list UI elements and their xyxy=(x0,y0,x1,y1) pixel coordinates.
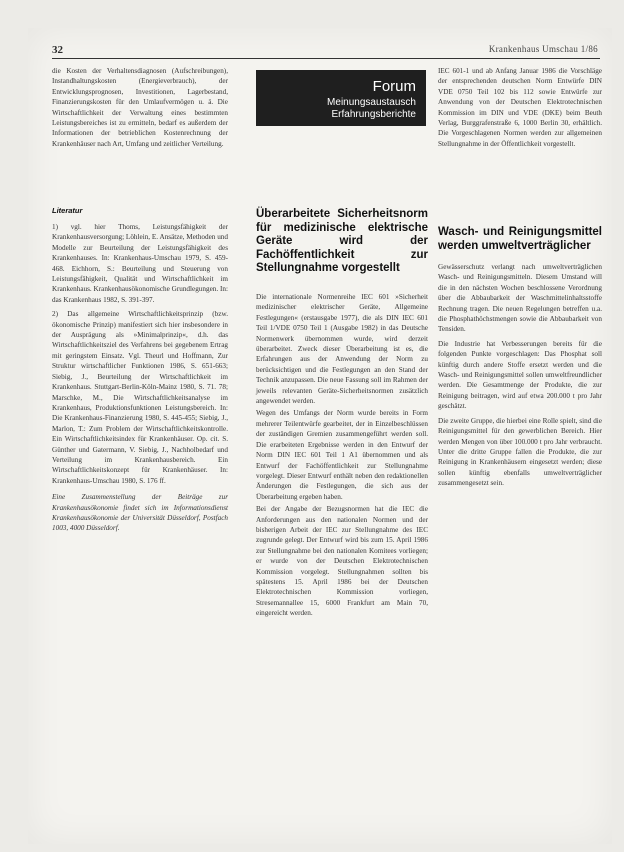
literature-note: Eine Zusammenstellung der Beiträge zur Krankenhausökonomie findet sich im Informationsdienst Krankenhausökonomie der Universität Düsseldorf, Postfach 1003, 4000 Düsseldorf. xyxy=(52,493,228,533)
column-middle xyxy=(256,292,428,619)
body-paragraph: Gewässerschutz verlangt nach umweltverträglichen Wasch- und Reinigungsmitteln. Diesem Umstand will die in den nächsten Wochen beschlossene Verordnung über die Abbaubarkeit der Waschmittelinhaltsstoffe Rechnung tragen. Die neuen Regelungen betreffen u.a. die Phosphathöchstmengen sowie die Abbaubarkeit von Tensiden. xyxy=(438,263,602,334)
header-rule xyxy=(52,58,600,59)
literature-item: 1) vgl. hier Thoms, Leistungsfähigkeit der Krankenhausversorgung; Löhlein, E. Ansätze, Methoden und Modelle zur Beurteilung der Leistungsfähigkeit des Krankenhauses. In: Krankenhaus-Umschau 1979, S. 459-468. Eichhorn, S.: Beurteilung und Steuerung von Leistungsfähigkeit, Qualität und Wirtschaftlichkeit im Krankenhaus. Krankenhausökonomische Grundlegungen. In: das Krankenhaus 1982, S. 391-397. xyxy=(52,223,228,304)
running-head: Krankenhaus Umschau 1/86 xyxy=(488,44,598,54)
body-paragraph: die Kosten der Verhaltensdiagnosen (Aufschreibungen), Instandhaltungskosten (Energieverbrauch), der Entwicklungsprognosen, Investitionen, Lagerbestand, Finanzierungskosten für den Umlaufvermögen u. ä. Die Wirtschaftlichkeit der Verwaltung eines bestimmten Leistungsbereiches ist zu ermitteln, bedarf es außerdem der Informationen der betrieblichen Kostenrechnung der Krankenhäuser nach Art, Umfang und zeitlicher Verteilung. xyxy=(52,67,228,148)
forum-subtitle-line: Meinungsaustausch xyxy=(327,97,416,108)
forum-box xyxy=(256,70,426,126)
literature-item: 2) Das allgemeine Wirtschaftlichkeitsprinzip (bzw. ökonomische Prinzip) manifestiert sich hier insbesondere in der Ausprägung als »Minimalprinzip«, d.h. das Wirtschaftlichkeitsziel des Verfahrens bei gegebenem Ertrag mit geringstem Einsatz. Vgl. Theurl und Hoffmann, Zur Struktur wirtschaftlicher Funktionen 1986, S. 651-663; Siebig, J., Beurteilung der Wirtschaftlichkeit im Krankenhaus. Stuttgart-Berlin-Köln-Mainz 1980, S. 71. 78; Marschke, M., Die Wirtschaftlichkeitsanalyse im Krankenhaus, Produktionsfunktionen Leistungsbereich. In: Die Krankenhaus-Finanzierung 1980, S. 445-455; Siebig, J., Marlon, T.: Zum Problem der Wirtschaftlichkeitskontrolle. Ein Wirtschaftlichkeitsindex für Krankenhäuser. Op. cit. S. Günther und Gatermann, V. Siebig, J., Nachholbedarf und Verteilung im Krankenhausbereich. Ein Wirtschaftlichkeitskonzept für Krankenhäuser. In: Krankenhaus-Umschau 1980, S. 176 ff. xyxy=(52,310,228,485)
literature-list xyxy=(52,222,228,534)
body-paragraph: Die internationale Normenreihe IEC 601 »Sicherheit medizinischer elektrischer Geräte, Allgemeine Festlegungen« (erstausgabe 1977), die als DIN IEC 601 Teil 1/VDE 0750 Teil 1 (Ausgabe 1982) in das Deutsche Normenwerk übernommen wurde, wird derzeit überarbeitet. Zweck dieser Überarbeitung ist es, die Erfahrungen aus der Anwendung der Norm zu berücksichtigen und die Festlegungen an den Stand der Technik anzupassen. Die neue Fassung soll im Rahmen der jeweils relevanten Geräte-Sicherheitsnormen zusätzlich angewendet werden. xyxy=(256,293,428,406)
column-right-body xyxy=(438,262,602,489)
forum-subtitle xyxy=(327,97,416,121)
column-left xyxy=(52,66,228,149)
body-paragraph: Wegen des Umfangs der Norm wurde bereits in Form mehrerer Teilentwürfe gearbeitet, der in Einzelbeschlüssen der zuständigen Gremien zusammengeführt werden soll. Die erarbeiteten Ergebnisse werden in den Entwurf der Norm DIN IEC 601 Teil 1 A1 übernommen und als Entwurf der Fachöffentlichkeit zur Stellungnahme vorgelegt. Dieser Entwurf enthält neben den redaktionellen Änderungen die Festlegungen, die sich aus der Überarbeitung ergeben haben. xyxy=(256,409,428,501)
column-right xyxy=(438,66,602,149)
body-paragraph: Die Industrie hat Verbesserungen bereits für die folgenden Punkte vorgeschlagen: Das Phosphat soll künftig durch andere Stoffe ersetzt werden und die Wasch- und Reinigungsmittel sollen umweltfreundlicher werden. Die Gesamtmenge der Produkte, die zur Reinigung beitragen, wird auf etwa 200.000 t pro Jahr geschätzt. xyxy=(438,339,602,411)
body-paragraph: Bei der Angabe der Bezugsnormen hat die IEC die Anforderungen aus den nationalen Normen und der bisherigen Arbeit der IEC zur Stellungnahme des IEC zugrunde gelegt. Der Entwurf wird bis zum 15. April 1986 zur Stellungnahme bei den nationalen Komitees vorliegen; er wurde von der Deutschen Elektrotechnischen Kommission vorgelegt. Stellungnahmen sollten bis spätestens 15. April 1986 bei der Deutschen Elektrotechnischen Kommission vorliegen, Stresemannallee 15, 6000 Frankfurt am Main 70, eingereicht werden. xyxy=(256,505,428,618)
article-heading: Überarbeitete Sicherheitsnorm für medizinische elektrische Geräte wird der Fachöffentlichkeit zur Stellungnahme vorgestellt xyxy=(256,208,428,274)
body-paragraph: IEC 601-1 und ab Anfang Januar 1986 die Vorschläge der entsprechenden deutschen Norm Entwürfe DIN VDE 0750 Teil 102 bis 112 sowie Entwürfe zur Anwendung von der Deutschen Elektrotechnischen Kommission im DIN und VDE (DKE) beim Beuth Verlag, Burggrafenstraße 6, 1000 Berlin 30, erhältlich. Die Vorgeschlagenen Normen werden zur allgemeinen Stellungnahme in der Öffentlichkeit vorgestellt. xyxy=(438,67,602,148)
literature-heading: Literatur xyxy=(52,206,83,215)
body-paragraph: Die zweite Gruppe, die hierbei eine Rolle spielt, sind die Reinigungsmittel für den gewerblichen Bereich. Hier werden Mengen von über 100.000 t pro Jahr verbraucht. Unter die dritte Gruppe fallen die Produkte, die zur Reinigung in Krankenhäusern eingesetzt werden; diese sollen künftig ebenfalls umweltverträglicher zusammengesetzt sein. xyxy=(438,416,602,488)
forum-subtitle-line: Erfahrungsberichte xyxy=(331,109,416,120)
page-number: 32 xyxy=(52,44,63,56)
forum-title: Forum xyxy=(372,78,416,95)
article-heading: Wasch- und Reinigungsmittel werden umweltverträglicher xyxy=(438,226,602,252)
